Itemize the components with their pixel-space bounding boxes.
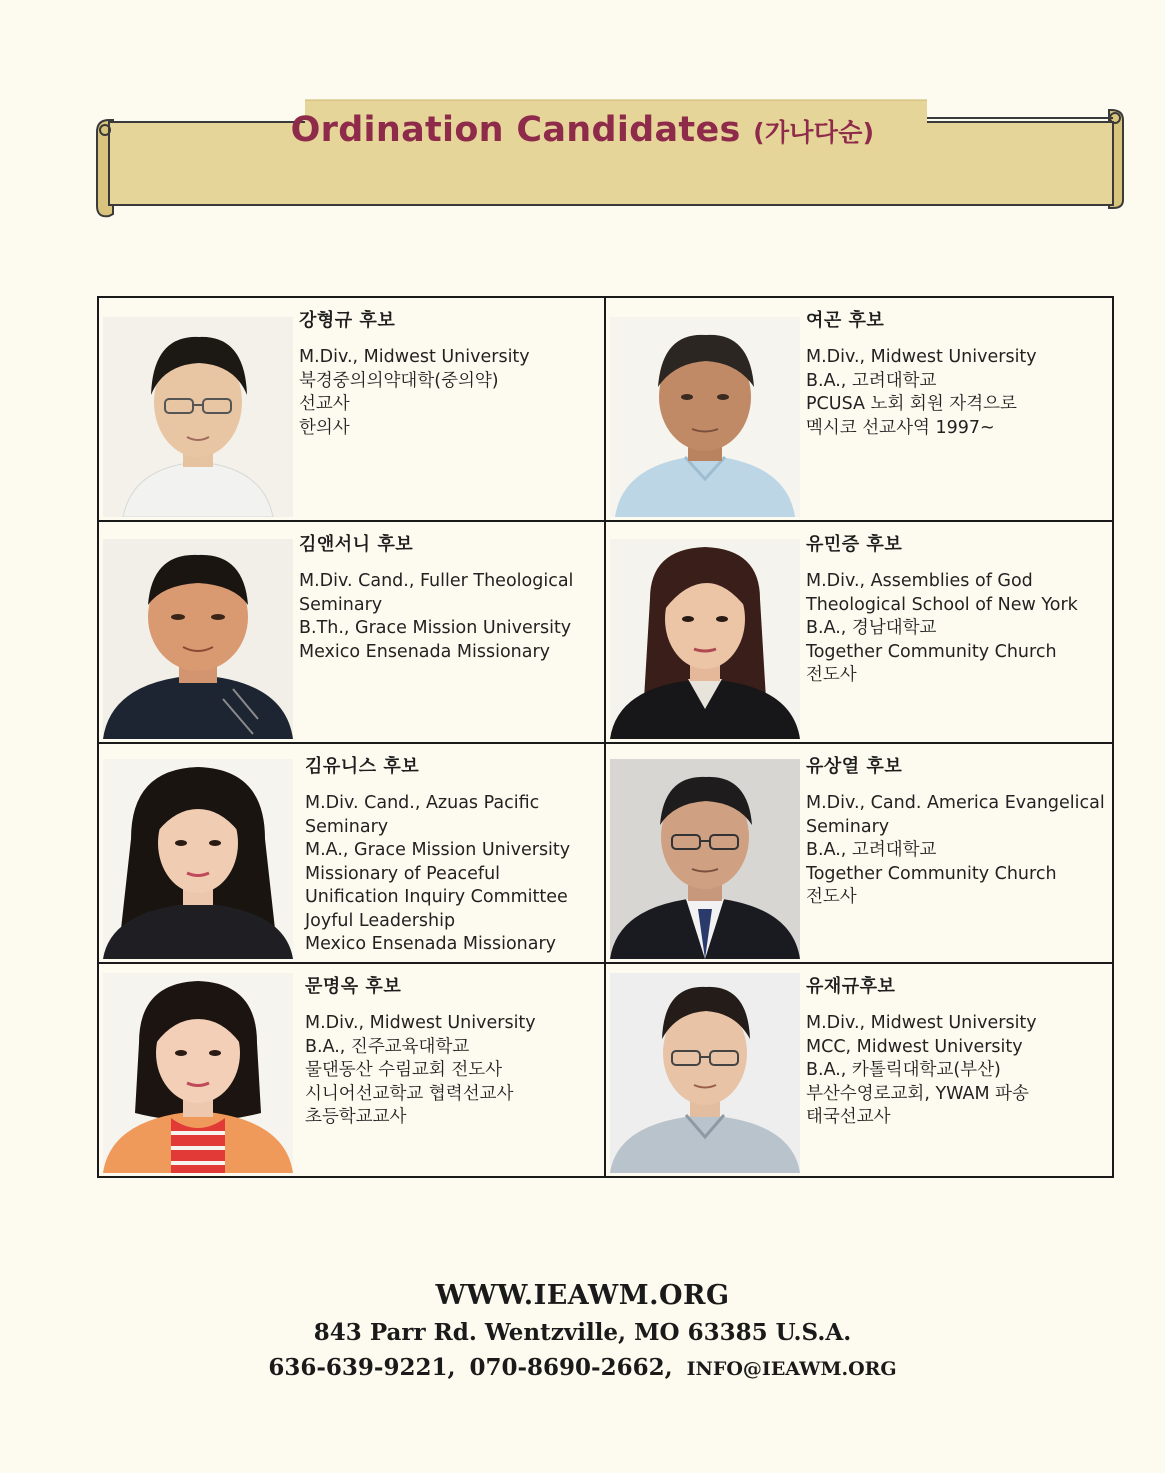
candidate-detail: 초등학교교사	[305, 1107, 407, 1127]
candidate-detail: M.Div., Midwest University	[806, 347, 1037, 367]
candidate-detail: B.A., 카톨릭대학교(부산)	[806, 1060, 1001, 1080]
candidate-photo	[103, 759, 293, 959]
candidate-info	[305, 972, 598, 1130]
candidate-detail: Seminary	[806, 816, 890, 837]
candidate-card	[606, 744, 1112, 964]
portrait-female-orange-jacket	[103, 973, 293, 1173]
candidate-info	[806, 306, 1106, 440]
candidate-detail: Missionary of Peaceful	[305, 863, 501, 884]
candidate-card	[606, 964, 1112, 1176]
portrait-male-glasses	[103, 317, 293, 517]
candidate-detail: 전도사	[806, 665, 857, 685]
candidate-info	[299, 530, 598, 664]
contact-footer	[0, 1280, 1165, 1381]
candidate-detail: 전도사	[806, 887, 857, 907]
candidate-detail: M.Div., Midwest University	[806, 1013, 1037, 1033]
candidate-detail: PCUSA 노회 회원 자격으로	[806, 394, 1017, 414]
candidate-card	[99, 522, 606, 744]
candidate-name: 김앤서니 후보	[299, 534, 414, 555]
candidate-photo	[610, 759, 800, 959]
website-link[interactable]: WWW.IEAWM.ORG	[435, 1280, 730, 1311]
candidate-detail: B.A., 진주교육대학교	[305, 1036, 470, 1057]
candidate-detail: 태국선교사	[806, 1107, 891, 1127]
candidate-detail: 북경중의의약대학(중의약)	[299, 370, 499, 391]
candidate-detail: 시니어선교학교 협력선교사	[305, 1083, 514, 1104]
candidate-photo	[103, 539, 293, 739]
email-link[interactable]: INFO@IEAWM.ORG	[686, 1358, 897, 1380]
candidate-photo	[610, 317, 800, 517]
candidate-detail: M.Div., Assemblies of God	[806, 571, 1033, 591]
candidate-info	[299, 306, 598, 440]
candidate-name: 유민증 후보	[806, 534, 903, 555]
candidate-detail: B.A., 고려대학교	[806, 370, 937, 391]
candidate-name: 강형규 후보	[299, 310, 396, 331]
candidate-card	[99, 964, 606, 1176]
candidate-name: 김유니스 후보	[305, 756, 420, 777]
portrait-male-checked-shirt	[610, 973, 800, 1173]
candidate-detail: M.Div., Midwest University	[299, 347, 530, 367]
candidate-photo	[610, 973, 800, 1173]
candidate-detail: M.Div., Midwest University	[305, 1013, 536, 1033]
candidate-name: 유재규후보	[806, 976, 896, 997]
candidate-detail: Unification Inquiry Committee	[305, 887, 568, 907]
candidate-detail: 멕시코 선교사역 1997~	[806, 417, 995, 438]
candidate-detail: M.Div. Cand., Azuas Pacific	[305, 793, 540, 813]
candidate-detail: B.A., 고려대학교	[806, 840, 937, 860]
page-title-subtitle: (가나다순)	[753, 118, 875, 147]
candidate-detail: M.A., Grace Mission University	[305, 840, 571, 860]
portrait-female-dark-hair	[610, 539, 800, 739]
candidate-detail: Theological School of New York	[806, 594, 1078, 615]
candidate-detail: Joyful Leadership	[305, 910, 456, 931]
portrait-male-suit	[610, 759, 800, 959]
phone-number-kr[interactable]: 070-8690-2662,	[469, 1354, 673, 1381]
candidate-info	[806, 530, 1106, 688]
candidate-detail: B.Th., Grace Mission University	[299, 618, 572, 638]
candidate-detail: 한의사	[299, 417, 350, 438]
candidate-detail: Mexico Ensenada Missionary	[305, 934, 557, 954]
candidate-card	[99, 298, 606, 522]
candidate-card	[606, 298, 1112, 522]
portrait-male-polo	[610, 317, 800, 517]
portrait-male-dark-shirt	[103, 539, 293, 739]
candidate-name: 문명옥 후보	[305, 976, 402, 997]
candidate-info	[305, 752, 598, 957]
candidate-grid	[97, 296, 1114, 1178]
candidate-photo	[103, 317, 293, 517]
page-title-text: Ordination Candidates	[290, 110, 741, 150]
candidate-detail: MCC, Midwest University	[806, 1036, 1023, 1057]
candidate-detail: Together Community Church	[806, 863, 1057, 884]
candidate-detail: M.Div., Cand. America Evangelical	[806, 793, 1105, 813]
candidate-detail: M.Div. Cand., Fuller Theological	[299, 571, 574, 591]
candidate-card	[99, 744, 606, 964]
page-title	[0, 110, 1165, 150]
candidate-detail: Seminary	[305, 816, 389, 837]
candidate-detail: Mexico Ensenada Missionary	[299, 641, 551, 662]
contact-line	[0, 1354, 1165, 1381]
candidate-photo	[610, 539, 800, 739]
candidate-name: 여곤 후보	[806, 310, 885, 331]
mailing-address: 843 Parr Rd. Wentzville, MO 63385 U.S.A.	[313, 1319, 852, 1346]
candidate-detail: 물댄동산 수림교회 전도사	[305, 1060, 503, 1080]
phone-number-us[interactable]: 636-639-9221,	[268, 1354, 456, 1381]
candidate-detail: B.A., 경남대학교	[806, 618, 937, 638]
candidate-detail: Seminary	[299, 594, 383, 615]
candidate-info	[806, 972, 1106, 1130]
portrait-female-curly-hair	[103, 759, 293, 959]
candidate-detail: 선교사	[299, 394, 350, 414]
candidate-info	[806, 752, 1106, 910]
candidate-detail: Together Community Church	[806, 641, 1057, 662]
candidate-photo	[103, 973, 293, 1173]
candidate-card	[606, 522, 1112, 744]
candidate-name: 유상열 후보	[806, 756, 903, 777]
candidate-detail: 부산수영로교회, YWAM 파송	[806, 1083, 1029, 1104]
